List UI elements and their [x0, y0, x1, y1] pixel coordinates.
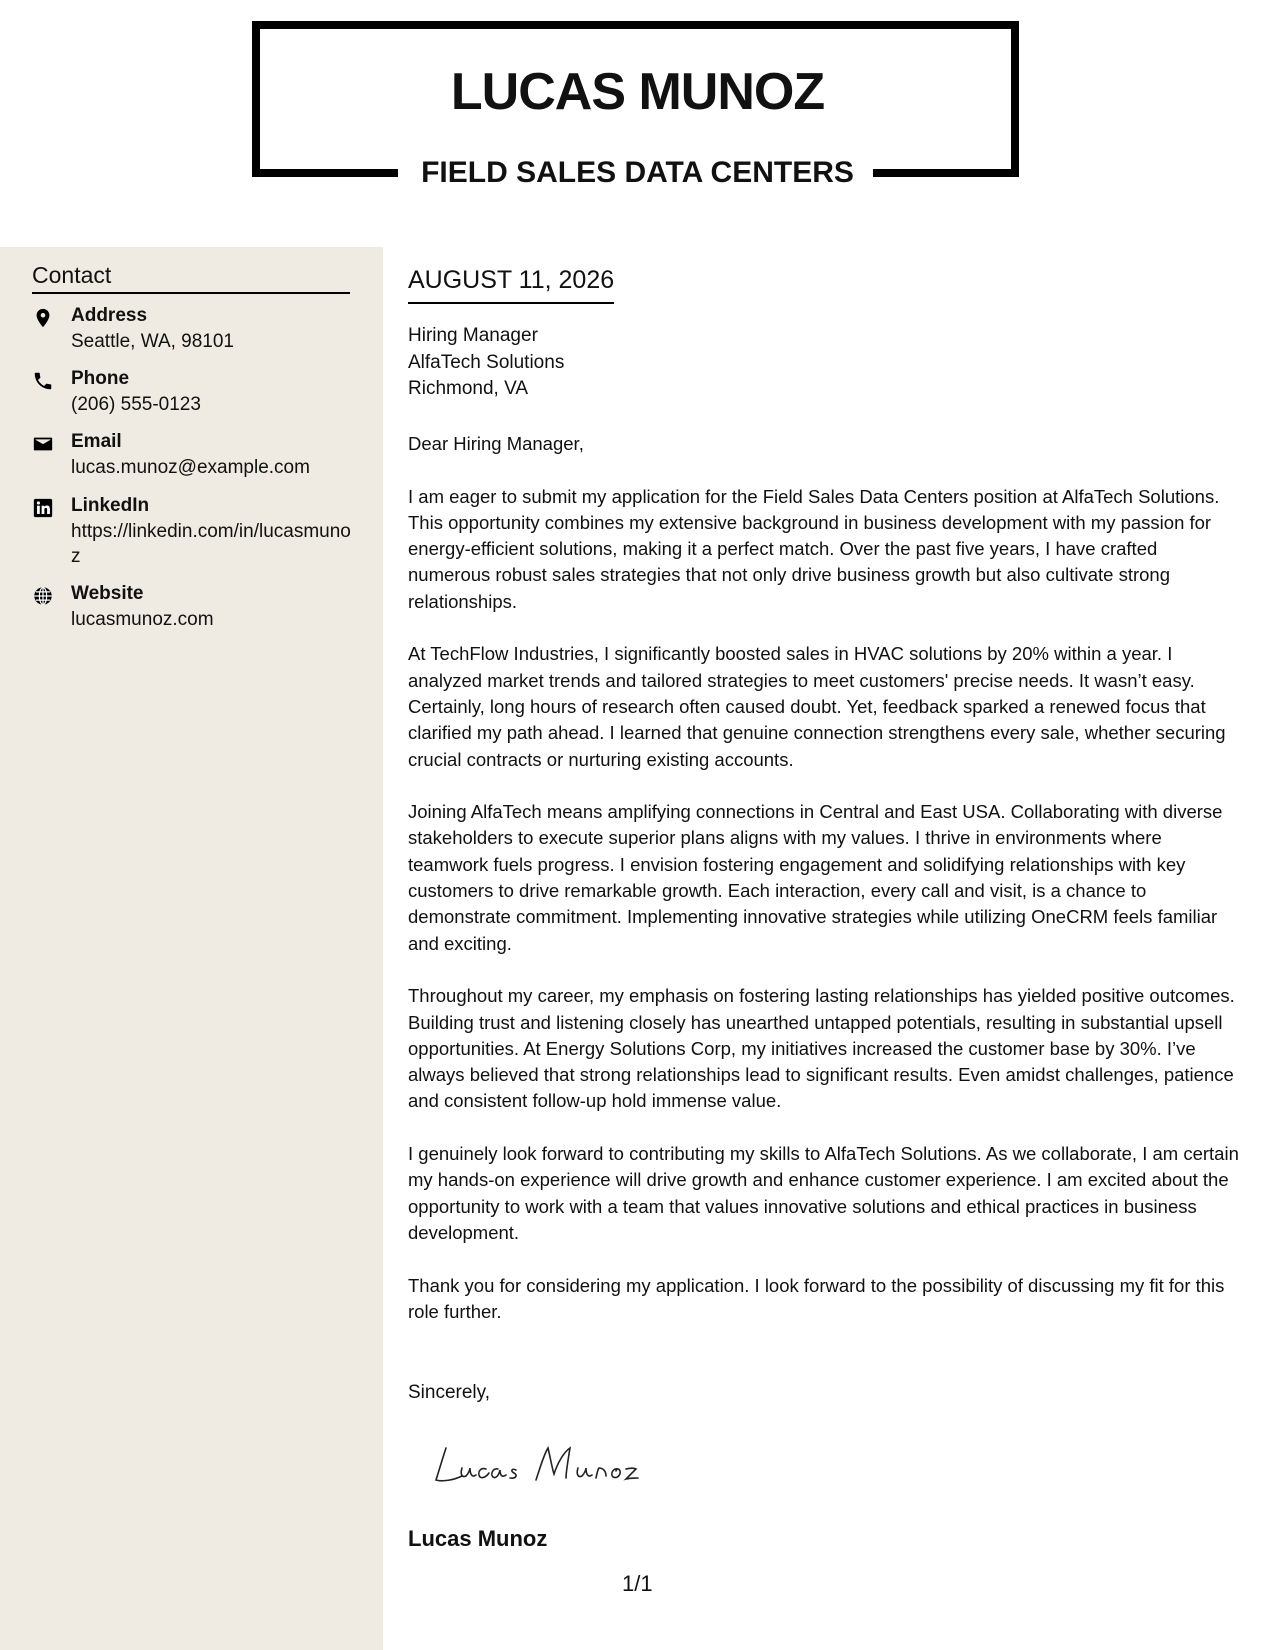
paragraph-5: I genuinely look forward to contributing my skills to AlfaTech Solutions. As we collaborate, I am certain my hands-on experience will drive growth and enhance customer experience. I am excited about the opportunity to work with a team that values innovative solutions and ethical practices in business development. — [408, 1143, 1239, 1243]
recipient-block — [408, 323, 564, 403]
contact-heading: Contact — [32, 261, 350, 294]
page-number: 1/1 — [622, 1571, 653, 1596]
paragraph-3: Joining AlfaTech means amplifying connections in Central and East USA. Collaborating with diverse stakeholders to execute superior plans aligns with my values. I thrive in environments where teamwork fuels progress. I envision fostering engagement and solidifying relationships with key customers to drive remarkable growth. Each interaction, every call and visit, is a chance to demonstrate commitment. Implementing innovative strategies while utilizing OneCRM feels familiar and exciting. — [408, 801, 1223, 954]
phone-icon — [32, 370, 54, 392]
letter-body — [408, 431, 1243, 1351]
phone-label: Phone — [71, 368, 130, 389]
recipient-location: Richmond, VA — [408, 378, 529, 399]
recipient-name: Hiring Manager — [408, 325, 538, 346]
letter-date: AUGUST 11, 2026 — [408, 264, 614, 304]
email-value: lucas.munoz@example.com — [71, 457, 310, 478]
applicant-name: LUCAS MUNOZ — [450, 63, 825, 121]
location-pin-icon — [32, 307, 54, 329]
paragraph-1: I am eager to submit my application for the Field Sales Data Centers position at AlfaTech Solutions. This opportunity combines my extensive background in business development with my passion for energy-efficient solutions, making it a perfect match. Over the past five years, I have crafted numerous robust sales strategies that not only drive business growth but also cultivate strong relationships. — [408, 485, 1220, 612]
paragraph-4: Throughout my career, my emphasis on fostering lasting relationships has yielded positive outcomes. Building trust and listening closely has unearthed untapped potentials, resulting in substantial upsell opportunities. At Energy Solutions Corp, my initiatives increased the customer base by 30%. I’ve always believed that strong relationships lead to significant results. Even amidst challenges, patience and consistent follow-up hold immense value. — [408, 985, 1235, 1112]
linkedin-icon — [32, 497, 54, 519]
address-label: Address — [71, 305, 148, 326]
linkedin-label: LinkedIn — [71, 495, 150, 516]
signer-name: Lucas Munoz — [408, 1526, 548, 1551]
job-title: FIELD SALES DATA CENTERS — [421, 156, 854, 189]
paragraph-6: Thank you for considering my application. I look forward to the possibility of discussing my fit for this role further. — [408, 1274, 1225, 1322]
globe-icon — [32, 585, 54, 607]
salutation: Dear Hiring Manager, — [408, 433, 584, 454]
phone-value: (206) 555-0123 — [71, 394, 201, 415]
paragraph-2: At TechFlow Industries, I significantly boosted sales in HVAC solutions by 20% within a year. I analyzed market trends and tailored strategies to meet customers' precise needs. It wasn’t easy. Certainly, long hours of research often caused doubt. Yet, feedback sparked a renewed focus that clarified my path ahead. I learned that genuine connection strengthens every sale, whether securing crucial contracts or nurturing existing accounts. — [408, 643, 1226, 770]
email-label: Email — [71, 431, 122, 452]
recipient-company: AlfaTech Solutions — [408, 351, 565, 373]
address-value: Seattle, WA, 98101 — [71, 331, 235, 352]
handwritten-signature — [432, 1440, 647, 1490]
closing: Sincerely, — [408, 1382, 491, 1403]
website-value: lucasmunoz.com — [71, 609, 214, 630]
envelope-icon — [32, 433, 54, 455]
linkedin-value: https://linkedin.com/in/lucasmunoz — [71, 521, 351, 567]
website-label: Website — [71, 583, 144, 604]
